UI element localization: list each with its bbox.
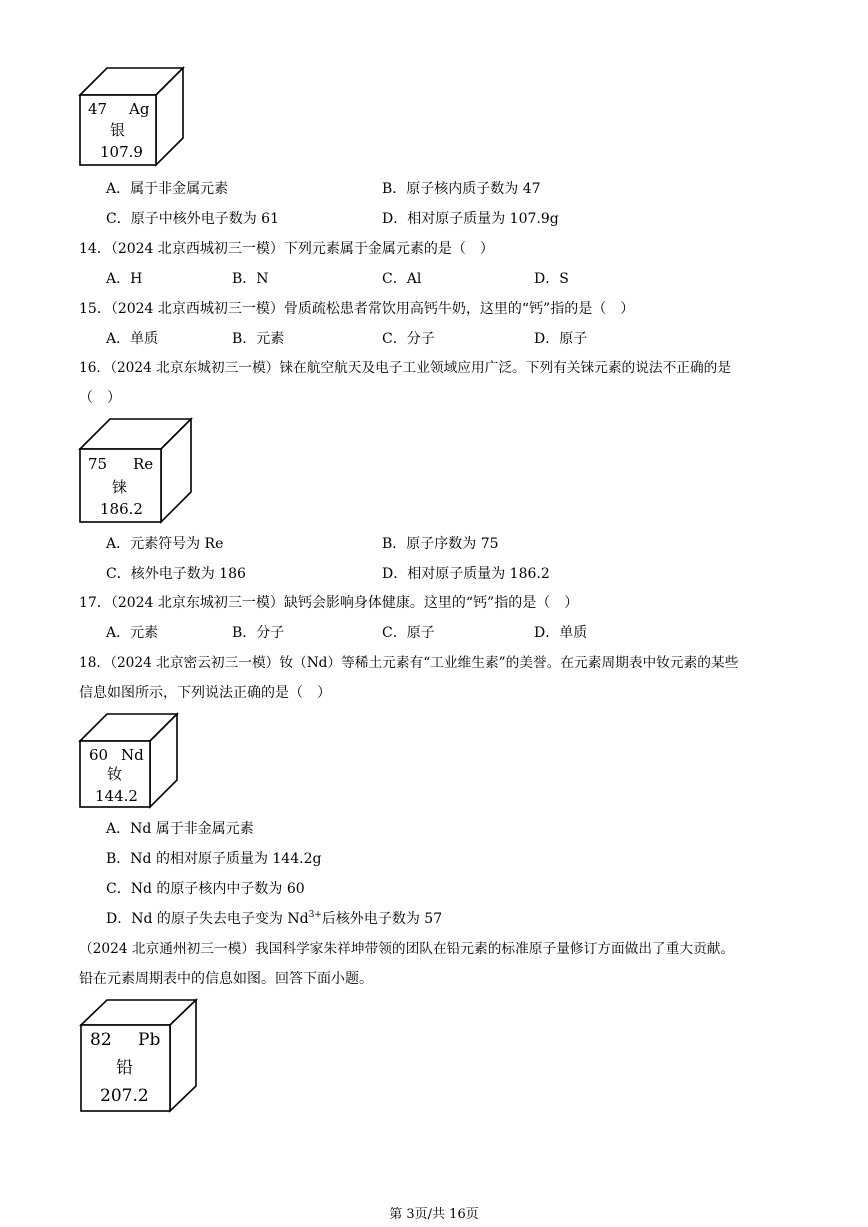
element-card-ag <box>79 67 185 167</box>
ion-charge: 3+ <box>308 910 322 920</box>
q14-stem: 14．（2024 北京西城初三一模）下列元素属于金属元素的是（ ） <box>79 241 494 257</box>
q19-stem-line1: （2024 北京通州初三一模）我国科学家朱祥坤带领的团队在铅元素的标准原子量修订方面做出了重大贡献。 <box>79 941 735 957</box>
q18-option-d-text: D．Nd 的原子失去电子变为 Nd <box>106 911 309 927</box>
q15-option-a: A．单质 <box>106 331 159 347</box>
element-name: 钕 <box>107 765 123 783</box>
q16-stem-line1: 16．（2024 北京东城初三一模）铼在航空航天及电子工业领域应用广泛。下列有关铼元素的说法不正确的是 <box>79 360 732 376</box>
element-symbol: Ag <box>129 100 150 118</box>
q13-option-b: B．原子核内质子数为 47 <box>382 181 541 197</box>
q13-option-c: C．原子中核外电子数为 61 <box>106 211 279 227</box>
element-number: 82 <box>90 1030 112 1050</box>
element-number: 60 <box>89 746 109 764</box>
element-number: 47 <box>88 100 108 118</box>
element-name: 铅 <box>116 1058 133 1078</box>
q17-option-d: D．单质 <box>534 625 588 641</box>
element-mass: 186.2 <box>100 500 143 518</box>
q13-option-d: D．相对原子质量为 107.9g <box>382 211 559 227</box>
element-card-re <box>79 418 193 524</box>
q16-option-a: A．元素符号为 Re <box>106 536 224 552</box>
q15-stem: 15．（2024 北京西城初三一模）骨质疏松患者常饮用高钙牛奶，这里的“钙”指的是（ ） <box>79 301 635 317</box>
q13-option-a: A．属于非金属元素 <box>106 181 229 197</box>
q18-stem-line2: 信息如图所示，下列说法正确的是（ ） <box>79 685 331 701</box>
q15-option-c: C．分子 <box>382 331 435 347</box>
q18-option-a: A．Nd 属于非金属元素 <box>106 821 254 837</box>
element-symbol: Nd <box>121 746 144 764</box>
q17-option-a: A．元素 <box>106 625 159 641</box>
q18-option-d <box>106 910 442 928</box>
element-mass: 144.2 <box>95 787 138 805</box>
element-symbol: Re <box>133 455 154 473</box>
element-name: 铼 <box>112 478 128 496</box>
q19-stem-line2: 铅在元素周期表中的信息如图。回答下面小题。 <box>79 971 373 987</box>
element-card-nd <box>79 713 179 810</box>
q16-stem-line2: （ ） <box>79 390 121 406</box>
q18-option-b: B．Nd 的相对原子质量为 144.2g <box>106 851 322 867</box>
q16-option-b: B．原子序数为 75 <box>382 536 499 552</box>
q14-option-c: C．Al <box>382 271 422 287</box>
q18-stem-line1: 18．（2024 北京密云初三一模）钕（Nd）等稀土元素有“工业维生素”的美誉。在元素周期表中钕元素的某些 <box>79 655 739 671</box>
element-mass: 107.9 <box>100 143 143 161</box>
q17-option-b: B．分子 <box>232 625 285 641</box>
q18-option-d-text-end: 后核外电子数为 57 <box>321 911 443 927</box>
q14-option-a: A．H <box>106 271 143 287</box>
q17-stem: 17．（2024 北京东城初三一模）缺钙会影响身体健康。这里的“钙”指的是（ ） <box>79 595 579 611</box>
element-card-pb <box>80 999 198 1114</box>
q15-option-b: B．元素 <box>232 331 285 347</box>
q16-option-d: D．相对原子质量为 186.2 <box>382 566 550 582</box>
element-mass: 207.2 <box>100 1086 149 1106</box>
q14-option-b: B．N <box>232 271 269 287</box>
q17-option-c: C．原子 <box>382 625 435 641</box>
element-symbol: Pb <box>138 1030 161 1050</box>
q14-option-d: D．S <box>534 271 569 287</box>
q16-option-c: C．核外电子数为 186 <box>106 566 246 582</box>
q15-option-d: D．原子 <box>534 331 588 347</box>
page-number: 第 3页/共 16页 <box>389 1207 479 1222</box>
q18-option-c: C．Nd 的原子核内中子数为 60 <box>106 881 305 897</box>
element-name: 银 <box>110 121 126 139</box>
element-number: 75 <box>88 455 108 473</box>
